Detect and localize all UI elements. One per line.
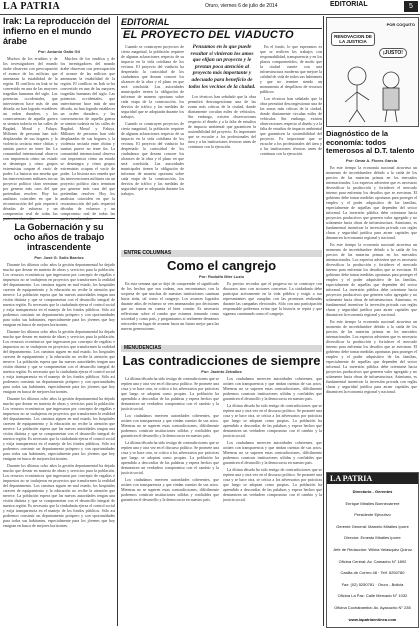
colophon-list [327, 484, 418, 627]
article-paragraph: Durante los últimos ocho años la gestión departamental ha dejado mucho que desear en materia de obras y servicios para la población. Los recursos económicos que ingresaron por concepto de regalías e impuestos no se tradujeron en proyectos que transformen la realidad del departamento. Los caminos siguen en mal estado, los hospitales carecen de equipamiento y la educación no recibe la atención que merece. La población espera que las nuevas autoridades tengan una visión distinta y que se comprometan con el desarrollo integral de nuestra región. Es necesario que la ciudadanía ejerza el control social y exija transparencia en el manejo de los fondos públicos. Sólo así podremos construir un departamento próspero y con oportunidades para todos sus habitantes, especialmente para los jóvenes que hoy emigran en busca de mejores horizontes. [3, 463, 115, 528]
article-paragraph: En este tiempo la economía nacional atraviesa un momento de incertidumbre debido a la caída de los precios de las materias primas en los mercados internacionales. Los expertos advierten que es necesario diversificar la producción y fortalecer el mercado interno para enfrentar los desafíos que se avecinan. El gobierno debe tomar medidas oportunas para proteger el empleo y el poder adquisitivo de las familias, especialmente de aquellas que dependen del sector informal. La inversión pública debe orientarse hacia proyectos productivos que generen valor agregado y no solamente hacia obras de infraestructura. Asimismo, es fundamental incentivar la inversión privada con reglas claras y seguridad jurídica para atraer capitales que dinamicen la economía regional y nacional. [326, 164, 417, 240]
colophon-box [326, 472, 419, 628]
divider [3, 218, 115, 219]
editorial-paragraph: Los técnicos han señalado que la obra permitirá descongestionar una de las zonas más críticas de la ciudad, donde diariamente circulan miles de vehículos. Sin embargo, existen observaciones respecto al diseño y a la falta de estudios de impacto ambiental que garanticen la sostenibilidad del proyecto. Es importante que se escuche a los profesionales del área y a las instituciones técnicas antes de continuar con la ejecución. [188, 94, 256, 150]
article-title: Como el cangrejo [166, 258, 277, 273]
article-body [121, 281, 219, 341]
colophon-line: Enrique Miralles Bonnecarrere [345, 500, 400, 506]
article-paragraph: En esta semana que se dejó de comprender el significado de los hechos que nos rodean, nos encontramos con la sorpresa de que muchas de nuestras instituciones caminan hacia atrás, tal como el cangrejo. Los avances logrados durante años de esfuerzo se ven amenazados por decisiones que no toman en cuenta el bien común. Es necesario reflexionar sobre el rumbo que estamos tomando como sociedad y como país, y preguntarnos si realmente deseamos retroceder en lugar de avanzar hacia un futuro mejor para las nuevas generaciones. [121, 281, 219, 331]
article-title: Las contradicciones de siempre [122, 353, 321, 368]
article-paragraph: Durante los últimos ocho años la gestión departamental ha dejado mucho que desear en materia de obras y servicios para la población. Los recursos económicos que ingresaron por concepto de regalías e impuestos no se tradujeron en proyectos que transformen la realidad del departamento. Los caminos siguen en mal estado, los hospitales carecen de equipamiento y la educación no recibe la atención que merece. La población espera que las nuevas autoridades tengan una visión distinta y que se comprometan con el desarrollo integral de nuestra región. Es necesario que la ciudadanía ejerza el control social y exija transparencia en el manejo de los fondos públicos. Sólo así podremos construir un departamento próspero y con oportunidades para todos sus habitantes, especialmente para los jóvenes que hoy emigran en busca de mejores horizontes. [3, 396, 115, 461]
editorial-paragraph: Cuando se construyen proyectos de cierta magnitud, la población requiere de algunas aclaraciones respecto de su impacto en la vida cotidiana de los vecinos. El proyecto del viaducto ha despertado la curiosidad de los ciudadanos que desean conocer los alcances de la obra y el plazo en que será concluida. Las autoridades municipales tienen la obligación de informar de manera oportuna sobre cada etapa de la construcción, los desvíos de tráfico y las medidas de seguridad que se adoptarán durante los trabajos. [121, 44, 184, 119]
article-byline: Por: José G. Solís Barrios [34, 255, 84, 260]
editorial-paragraph: Los técnicos han señalado que la obra permitirá descongestionar una de las zonas más críticas de la ciudad, donde diariamente circulan miles de vehículos. Sin embargo, existen observaciones respecto al diseño y a la falta de estudios de impacto ambiental que garanticen la sostenibilidad del proyecto. Es importante que se escuche a los profesionales del área y a las instituciones técnicas antes de continuar con la ejecución. [260, 96, 322, 156]
article-columns [121, 376, 322, 626]
article-body [3, 262, 115, 637]
editorial-paragraph: Cuando se construyen proyectos de cierta magnitud, la población requiere de algunas aclaraciones respecto de su impacto en la vida cotidiana de los vecinos. El proyecto del viaducto ha despertado la curiosidad de los ciudadanos que desean conocer los alcances de la obra y el plazo en que será concluida. Las autoridades municipales tienen la obligación de informar de manera oportuna sobre cada etapa de la construcción, los desvíos de tráfico y las medidas de seguridad que se adoptarán durante los trabajos. [121, 121, 184, 196]
article-paragraph: Durante los últimos ocho años la gestión departamental ha dejado mucho que desear en materia de obras y servicios para la población. Los recursos económicos que ingresaron por concepto de regalías e impuestos no se tradujeron en proyectos que transformen la realidad del departamento. Los caminos siguen en mal estado, los hospitales carecen de equipamiento y la educación no recibe la atención que merece. La población espera que las nuevas autoridades tengan una visión distinta y que se comprometan con el desarrollo integral de nuestra región. Es necesario que la ciudadanía ejerza el control social y exija transparencia en el manejo de los fondos públicos. Sólo así podremos construir un departamento próspero y con oportunidades para todos sus habitantes, especialmente para los jóvenes que hoy emigran en busca de mejores horizontes. [3, 262, 115, 327]
article-paragraph: Es preciso recordar que el progreso no se construye con discursos sino con acciones concretas. La ciudadanía debe participar activamente en la vida pública y exigir a sus representantes que cumplan con las promesas realizadas durante las campañas electorales. Sólo con una participación responsable podremos evitar que la historia se repita y que sigamos caminando como el cangrejo. [223, 281, 322, 316]
article-body [121, 376, 219, 626]
article-byline: Por: Antonio Gallo Gil [38, 49, 80, 54]
article-body [326, 165, 417, 460]
colophon-line: Gerente General: Marcelo Miralles Iporre [336, 523, 409, 529]
column-divider [117, 16, 118, 626]
pull-quote: Pensamos en lo que puede resultar si vinieran los amos que elijan un proyecto y le prestan poca atención al proyecto más importante y adecuado para beneficio de todos los vecinos de la ciudad. [188, 44, 256, 90]
article-paragraph: Los ciudadanos merecen autoridades coherentes, que actúen con transparencia y que rindan cuentas de sus actos. Mientras no se superen estas contradicciones, difícilmente podremos construir instituciones sólidas y confiables que garanticen el desarrollo y la democracia en nuestro país. [223, 440, 322, 465]
colophon-line: Presidente Ejecutivo [354, 512, 391, 518]
article-title: Diagnóstico de la economía: todos temerosos al D.T. talento [326, 129, 415, 155]
article-gobernacion [3, 222, 115, 627]
colophon-line: Oficina Cochabamba: Av. Ayacucho N° 235 [334, 604, 411, 610]
editorial-cartoon [326, 17, 419, 127]
colophon-line: Fax: (02) 5250781 · Oruro - Bolivia [341, 581, 404, 587]
article-paragraph: En este tiempo la economía nacional atraviesa un momento de incertidumbre debido a la caída de los precios de las materias primas en los mercados internacionales. Los expertos advierten que es necesario diversificar la producción y fortalecer el mercado interno para enfrentar los desafíos que se avecinan. El gobierno debe tomar medidas oportunas para proteger el empleo y el poder adquisitivo de las familias, especialmente de aquellas que dependen del sector informal. La inversión pública debe orientarse hacia proyectos productivos que generen valor agregado y no solamente hacia obras de infraestructura. Asimismo, es fundamental incentivar la inversión privada con reglas claras y seguridad jurídica para atraer capitales que dinamicen la economía regional y nacional. [326, 318, 417, 394]
article-title: Irak: La reproducción del infierno en el mundo árabe [3, 16, 111, 46]
article-columns [121, 281, 322, 341]
cartoon-drawing [327, 18, 418, 126]
colophon-link[interactable]: www.lapatriaenlinea.com [348, 616, 397, 622]
colophon-line: Oficina La Paz: Calle Mercado N° 1032 [337, 593, 408, 599]
section-name: EDITORIAL [330, 1, 368, 8]
article-paragraph: Muchos de los eruditos y de los investigadores del mundo árabe observan con preocupación el avance de las milicias que amenazan la estabilidad de la región. El conflicto en Irak se ha convertido en una de las mayores tragedias humanas del siglo. Las potencias occidentales, que intervinieron hace más de una década, no han logrado establecer un orden duradero, y las consecuencias de aquella guerra se sienten todavía en las calles de Bagdad, Mosul y Faluya. Millones de personas han sido desplazadas de sus hogares y la violencia sectaria entre chiitas y sunitas parece no tener fin. La comunidad internacional observa con impotencia cómo un estado se desintegra y cómo grupos extremistas ocupan el vacío de poder. La historia nos enseña que las intervenciones militares sin un proyecto político claro terminan por generar más caos del que pretendían resolver. Hoy los analistas coinciden en que la reconstrucción del país requerirá décadas de esfuerzo y un compromiso real de todas las [60, 56, 115, 216]
article-paragraph: Muchos de los eruditos y de los investigadores del mundo árabe observan con preocupación el avance de las milicias que amenazan la estabilidad de la región. El conflicto en Irak se ha convertido en una de las mayores tragedias humanas del siglo. Las potencias occidentales, que intervinieron hace más de una década, no han logrado establecer un orden duradero, y las consecuencias de aquella guerra se sienten todavía en las calles de Bagdad, Mosul y Faluya. Millones de personas han sido desplazadas de sus hogares y la violencia sectaria entre chiitas y sunitas parece no tener fin. La comunidad internacional observa con impotencia cómo un estado se desintegra y cómo grupos extremistas ocupan el vacío de poder. La historia nos enseña que las intervenciones militares sin un proyecto político claro terminan por generar más caos del que pretendían resolver. Hoy los analistas coinciden en que la reconstrucción del país requerirá décadas de esfuerzo y un compromiso real de todas las [3, 56, 58, 216]
article-paragraph: La última década ha sido testigo de contradicciones que se repiten una y otra vez en el discurso político. Se promete una cosa y se hace otra, se critica a los adversarios por prácticas que luego se adoptan como propias. La población ha aprendido a desconfiar de las palabras y espera hechos que demuestren un verdadero compromiso con el cambio y la justicia social. [121, 440, 219, 475]
editorial-paragraph: En el fondo, lo que esperamos es que se realicen los trabajos con responsabilidad, transparencia y en los plazos comprometidos, de modo que la ciudad cuente con una infraestructura moderna que mejore la calidad de vida de todos sus habitantes y que no termine siendo un monumento al despilfarro de recursos públicos. [260, 44, 322, 94]
article-economia [326, 130, 417, 470]
article-paragraph: La última década ha sido testigo de contradicciones que se repiten una y otra vez en el discurso político. Se promete una cosa y se hace otra, se critica a los adversarios por prácticas que luego se adoptan como propias. La población ha aprendido a desconfiar de las palabras y espera hechos que demuestren un verdadero compromiso con el cambio y la justicia social. [223, 403, 322, 438]
article-paragraph: La última década ha sido testigo de contradicciones que se repiten una y otra vez en el discurso político. Se promete una cosa y se hace otra, se critica a los adversarios por prácticas que luego se adoptan como propias. La población ha aprendido a desconfiar de las palabras y espera hechos que demuestren un verdadero compromiso con el cambio y la justicia social. [223, 467, 322, 502]
article-title: La Gobernación y su ocho años de trabajo intrascendente [13, 222, 105, 252]
editorial-body-mid [188, 94, 256, 234]
colophon-line: Casilla de Correo 48 · Telf. 5250780 [340, 570, 405, 576]
article-paragraph: Los ciudadanos merecen autoridades coherentes, que actúen con transparencia y que rindan cuentas de sus actos. Mientras no se superen estas contradicciones, difícilmente podremos construir instituciones sólidas y confiables que garanticen el desarrollo y la democracia en nuestro país. [223, 376, 322, 401]
article-byline: Por: Rodolfo Mier Luzio [198, 274, 245, 279]
cartoon-credit: POR COQUITO [386, 22, 415, 27]
article-paragraph: Los ciudadanos merecen autoridades coherentes, que actúen con transparencia y que rindan cuentas de sus actos. Mientras no se superen estas contradicciones, difícilmente podremos construir instituciones sólidas y confiables que garanticen el desarrollo y la democracia en nuestro país. [121, 477, 219, 502]
article-paragraph: En este tiempo la economía nacional atraviesa un momento de incertidumbre debido a la caída de los precios de las materias primas en los mercados internacionales. Los expertos advierten que es necesario diversificar la producción y fortalecer el mercado interno para enfrentar los desafíos que se avecinan. El gobierno debe tomar medidas oportunas para proteger el empleo y el poder adquisitivo de las familias, especialmente de aquellas que dependen del sector informal. La inversión pública debe orientarse hacia proyectos productivos que generen valor agregado y no solamente hacia obras de infraestructura. Asimismo, es fundamental incentivar la inversión privada con reglas claras y seguridad jurídica para atraer capitales que dinamicen la economía regional y nacional. [326, 241, 417, 317]
editorial-heading [121, 17, 322, 41]
editorial-body-right [260, 44, 322, 246]
cartoon-speech-bubble: ¡JUSTO! [379, 48, 407, 58]
article-irak [3, 16, 115, 216]
cartoon-caption: RENOVACION DE LA JUSTICIA [331, 32, 375, 46]
article-byline: Por: Jacinto Zeballos [201, 369, 242, 374]
column-divider [323, 16, 324, 626]
colophon-line: Director: Ernesto Miralles Iporre [344, 535, 401, 541]
newspaper-logo: LA PATRIA [3, 1, 61, 12]
issue-date: Oruro, viernes 6 de julio de 2014 [205, 3, 278, 9]
article-byline: Por: Omar A. Flores Garcia [345, 157, 398, 163]
editorial-label: EDITORIAL [121, 17, 170, 27]
colophon-title: LA PATRIA [327, 473, 418, 484]
colophon-line: Directorio - Gerentes [352, 489, 393, 494]
colophon-line: Jefe de Redacción: Wilma Velasquez Quiroz [333, 546, 412, 552]
article-paragraph: La última década ha sido testigo de contradicciones que se repiten una y otra vez en el discurso político. Se promete una cosa y se hace otra, se critica a los adversarios por prácticas que luego se adoptan como propias. La población ha aprendido a desconfiar de las palabras y espera hechos que demuestren un verdadero compromiso con el cambio y la justicia social. [121, 376, 219, 411]
page-header [0, 0, 420, 15]
section-label: ENTRE COLUMNAS [124, 250, 172, 256]
section-band [121, 345, 322, 352]
article-contradicciones [121, 354, 322, 626]
editorial-title: EL PROYECTO DEL VIADUCTO [123, 29, 294, 41]
article-body [3, 56, 115, 224]
article-body [223, 281, 322, 341]
section-band [121, 250, 322, 257]
editorial-mid-column [188, 44, 256, 246]
page-number: 5 [404, 1, 418, 12]
section-label: MENUDENCIAS [124, 345, 162, 351]
article-body [223, 376, 322, 626]
colophon-line: Oficina Central: Av. Camacho N° 1892 [338, 558, 407, 564]
article-paragraph: Durante los últimos ocho años la gestión departamental ha dejado mucho que desear en materia de obras y servicios para la población. Los recursos económicos que ingresaron por concepto de regalías e impuestos no se tradujeron en proyectos que transformen la realidad del departamento. Los caminos siguen en mal estado, los hospitales carecen de equipamiento y la educación no recibe la atención que merece. La población espera que las nuevas autoridades tengan una visión distinta y que se comprometan con el desarrollo integral de nuestra región. Es necesario que la ciudadanía ejerza el control social y exija transparencia en el manejo de los fondos públicos. Sólo así podremos construir un departamento próspero y con oportunidades para todos sus habitantes, especialmente para los jóvenes que hoy emigran en busca de mejores horizontes. [3, 329, 115, 394]
article-cangrejo [121, 259, 322, 341]
editorial-body-left [121, 44, 184, 246]
article-paragraph: Los ciudadanos merecen autoridades coherentes, que actúen con transparencia y que rindan cuentas de sus actos. Mientras no se superen estas contradicciones, difícilmente podremos construir instituciones sólidas y confiables que garanticen el desarrollo y la democracia en nuestro país. [121, 413, 219, 438]
